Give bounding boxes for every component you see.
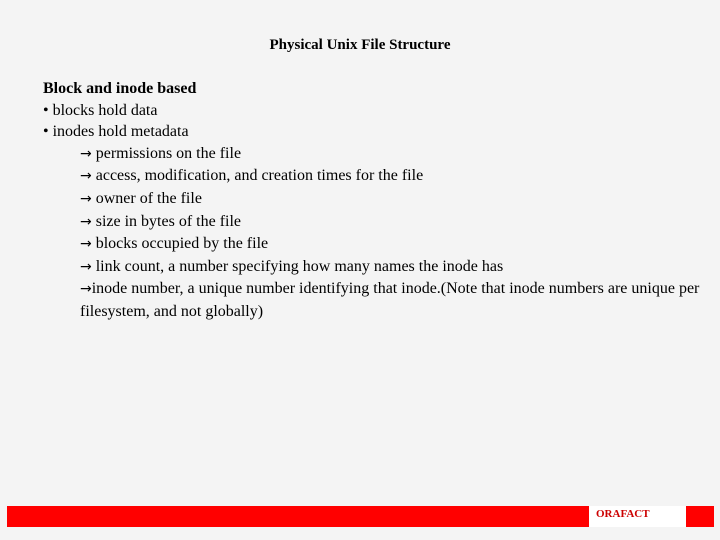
sub-item	[43, 278, 703, 322]
arrow-icon: →	[80, 168, 92, 185]
sub-item-text: size in bytes of the file	[91, 212, 242, 230]
sub-item-text: owner of the file	[91, 189, 202, 207]
bullet-item: • inodes hold metadata	[43, 123, 189, 141]
sub-item	[43, 188, 703, 211]
arrow-icon: →	[80, 145, 92, 162]
sub-item-text: link count, a number specifying how many names the inode has	[91, 257, 504, 275]
orafact-logo: ORAFACT	[596, 508, 650, 520]
slide-content	[43, 78, 703, 323]
sub-item	[43, 165, 703, 188]
bullet-item: • blocks hold data	[43, 101, 158, 119]
sub-item	[43, 211, 703, 234]
sub-item-text: inode number, a unique number identifying that inode.(Note that inode numbers are unique per filesystem, and not globally)	[80, 280, 700, 320]
arrow-icon: →	[80, 190, 92, 207]
sub-item	[43, 143, 703, 166]
footer-logo-area	[589, 506, 686, 527]
sub-item-text: blocks occupied by the file	[91, 235, 269, 253]
footer-red-bar-end	[686, 506, 714, 527]
footer-red-bar	[7, 506, 589, 527]
arrow-icon: →	[80, 213, 92, 230]
section-heading: Block and inode based	[43, 80, 197, 97]
sub-item	[43, 256, 703, 279]
footer-bar	[7, 506, 714, 527]
arrow-icon: →	[80, 281, 92, 298]
sub-item-text: access, modification, and creation times for the file	[91, 167, 424, 185]
sub-item	[43, 233, 703, 256]
arrow-icon: →	[80, 258, 92, 275]
sub-item-text: permissions on the file	[91, 144, 242, 162]
slide-title: Physical Unix File Structure	[269, 37, 451, 53]
arrow-icon: →	[80, 236, 92, 253]
